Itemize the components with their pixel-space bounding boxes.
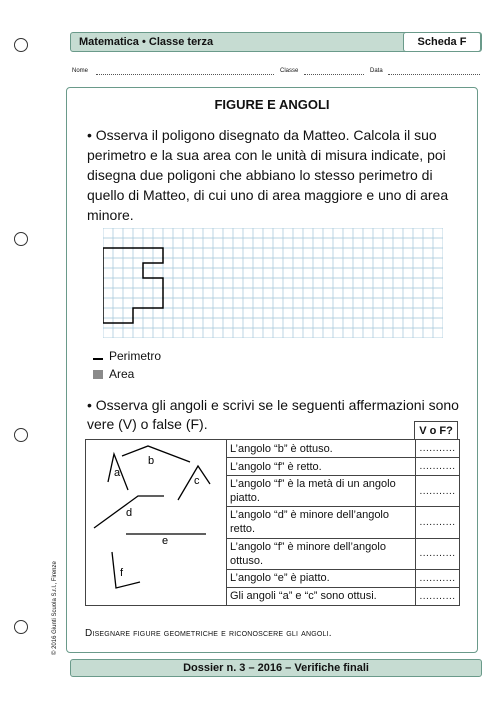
answer-field[interactable]: ........... — [416, 587, 460, 605]
legend-area: Area — [93, 367, 134, 381]
statement-row — [86, 440, 460, 458]
angle-label-d: d — [126, 507, 133, 519]
angle-label-f: f — [120, 567, 124, 579]
answer-field[interactable]: ........... — [416, 476, 460, 507]
answer-field[interactable]: ........... — [416, 507, 460, 538]
answer-field[interactable]: ........... — [416, 569, 460, 587]
vf-column-header: V o F? — [414, 421, 458, 439]
statement-text: L’angolo “b” è ottuso. — [227, 440, 416, 458]
statement-text: Gli angoli “a” e “c” sono ottusi. — [227, 587, 416, 605]
statements-table — [85, 439, 460, 606]
angle-label-e: e — [162, 535, 169, 547]
name-label: Nome — [72, 68, 89, 74]
angle-label-c: c — [194, 475, 200, 487]
answer-field[interactable]: ........... — [416, 440, 460, 458]
angles-figure — [86, 440, 227, 606]
sheet-label: Scheda F — [403, 32, 481, 52]
exercise-2-text: • Osserva gli angoli e scrivi se le seguenti affermazioni sono vere (V) o false (F). — [87, 397, 459, 432]
binder-hole-1 — [14, 38, 28, 52]
date-label: Data — [370, 68, 383, 74]
statement-text: L’angolo “f” è la metà di un angolo piatto. — [227, 476, 416, 507]
perimeter-swatch — [93, 358, 103, 360]
class-field[interactable] — [304, 74, 364, 75]
answer-field[interactable]: ........... — [416, 458, 460, 476]
date-field[interactable] — [388, 74, 480, 75]
angle-f — [112, 552, 140, 588]
name-field[interactable] — [96, 74, 274, 75]
statement-text: L’angolo “f” è minore dell’angolo ottuso. — [227, 538, 416, 569]
angle-b — [122, 446, 190, 462]
header-band — [70, 32, 482, 52]
exercise-1-text: • Osserva il poligono disegnato da Matteo. Calcola il suo perimetro e la sua area con le unità di misura indicate, poi disegna due poligoni che abbiano lo stesso perimetro di quello di Matteo, di cui uno di area maggiore e uno di area minore. — [87, 127, 449, 223]
legend-perimeter: Perimetro — [93, 349, 161, 363]
statement-text: L’angolo “d” è minore dell’angolo retto. — [227, 507, 416, 538]
binder-hole-4 — [14, 620, 28, 634]
class-label: Classe — [280, 68, 299, 74]
answer-field[interactable]: ........... — [416, 538, 460, 569]
footer-band: Dossier n. 3 – 2016 – Verifiche finali — [70, 659, 482, 677]
statement-text: L’angolo “e” è piatto. — [227, 569, 416, 587]
drawing-grid[interactable] — [103, 228, 443, 338]
subject-label: Matematica • Classe terza — [79, 36, 214, 48]
binder-hole-3 — [14, 428, 28, 442]
area-swatch — [93, 370, 103, 379]
angle-label-a: a — [114, 467, 121, 479]
angle-label-b: b — [148, 455, 155, 467]
page-title: FIGURE E ANGOLI — [214, 97, 330, 112]
statement-text: L’angolo “f” è retto. — [227, 458, 416, 476]
binder-hole-2 — [14, 232, 28, 246]
copyright-note: © 2016 Giunti Scuola S.r.l., Firenze — [52, 561, 58, 655]
learning-objective: Disegnare figure geometriche e riconoscere gli angoli. — [85, 628, 332, 639]
exercise-card — [66, 87, 478, 653]
